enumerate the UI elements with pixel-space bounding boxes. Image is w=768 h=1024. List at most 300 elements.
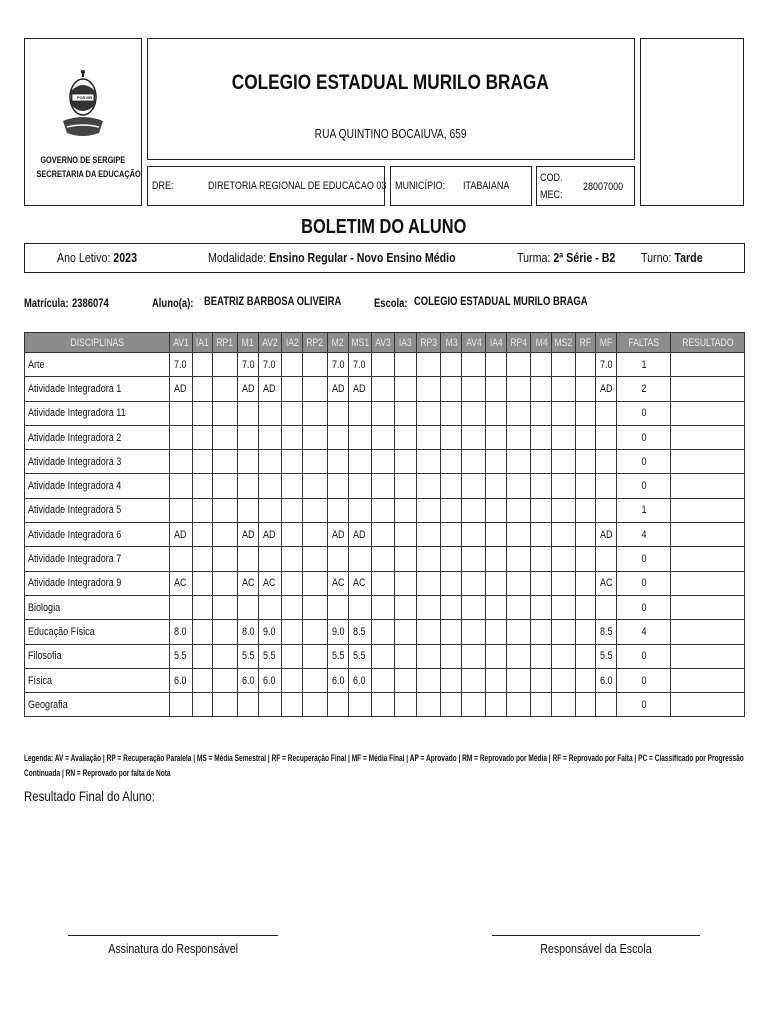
column-header-disciplinas: DISCIPLINAS (25, 333, 170, 353)
grade-cell (237, 425, 258, 449)
discipline-name: Atividade Integradora 3 (25, 450, 170, 474)
aluno-value: BEATRIZ BARBOSA OLIVEIRA (204, 296, 342, 308)
grade-cell (575, 353, 595, 377)
grade-cell (327, 425, 348, 449)
grade-cell (441, 425, 462, 449)
grade-cell (462, 571, 485, 595)
grade-cell (506, 693, 530, 717)
grade-cell: AC (169, 571, 192, 595)
column-header-av2: AV2 (258, 333, 281, 353)
grade-cell (552, 498, 575, 522)
municipio-label: MUNICÍPIO: (395, 180, 446, 192)
grade-cell: 7.0 (349, 353, 372, 377)
grade-cell (169, 450, 192, 474)
grade-cell (485, 353, 506, 377)
column-header-rp1: RP1 (213, 333, 237, 353)
grade-cell (552, 425, 575, 449)
discipline-name: Atividade Integradora 6 (25, 523, 170, 547)
grade-cell (372, 377, 394, 401)
table-row (25, 474, 745, 498)
grade-cell (213, 693, 237, 717)
grade-cell (237, 498, 258, 522)
grade-cell: AD (258, 523, 281, 547)
grade-cell (372, 450, 394, 474)
info-box (24, 243, 745, 273)
grade-cell (575, 401, 595, 425)
table-row (25, 377, 745, 401)
column-header-rp3: RP3 (416, 333, 440, 353)
aluno-label: Aluno(a): (152, 298, 194, 310)
grade-cell (303, 474, 327, 498)
grade-cell (303, 450, 327, 474)
grade-cell (282, 668, 303, 692)
state-seal-icon (53, 69, 113, 149)
grade-cell (441, 693, 462, 717)
grade-cell (485, 668, 506, 692)
matricula-value: 2386074 (72, 298, 109, 310)
grade-cell (441, 450, 462, 474)
grade-cell (506, 547, 530, 571)
grade-cell: AC (349, 571, 372, 595)
grade-cell (213, 547, 237, 571)
grade-cell (193, 450, 213, 474)
table-row (25, 595, 745, 619)
photo-box (640, 38, 744, 206)
column-header-av4: AV4 (462, 333, 485, 353)
grade-cell (441, 474, 462, 498)
grade-cell (596, 450, 617, 474)
grade-cell (282, 498, 303, 522)
grade-cell (462, 425, 485, 449)
grade-cell (416, 425, 440, 449)
grade-cell (552, 377, 575, 401)
grade-cell (394, 571, 416, 595)
grade-cell (193, 693, 213, 717)
turma-label: Turma: (517, 250, 551, 265)
grade-cell (327, 450, 348, 474)
grade-cell: AC (596, 571, 617, 595)
grade-cell (193, 668, 213, 692)
resultado-cell (670, 498, 744, 522)
dre-label: DRE: (152, 180, 174, 192)
grade-cell: 7.0 (596, 353, 617, 377)
grade-cell (506, 498, 530, 522)
grade-cell (596, 693, 617, 717)
grade-cell (213, 353, 237, 377)
grade-cell (485, 474, 506, 498)
grade-cell (327, 693, 348, 717)
grade-cell (506, 644, 530, 668)
grade-cell (394, 377, 416, 401)
grade-cell (213, 668, 237, 692)
grade-cell (506, 523, 530, 547)
grade-cell (531, 498, 552, 522)
grade-cell (416, 668, 440, 692)
grade-cell (193, 474, 213, 498)
grade-cell (531, 644, 552, 668)
discipline-name: Atividade Integradora 2 (25, 425, 170, 449)
turma-value: 2ª Série - B2 (553, 250, 616, 265)
grade-cell (303, 377, 327, 401)
modalidade-label: Modalidade: (208, 250, 267, 265)
grade-cell (485, 523, 506, 547)
column-header-mf: MF (596, 333, 617, 353)
grade-cell (531, 620, 552, 644)
grade-cell (169, 595, 192, 619)
grade-cell: 5.5 (237, 644, 258, 668)
table-row (25, 353, 745, 377)
grade-cell (303, 353, 327, 377)
grade-cell (237, 401, 258, 425)
modalidade-value: Ensino Regular - Novo Ensino Médio (269, 250, 456, 265)
discipline-name: Atividade Integradora 5 (25, 498, 170, 522)
grade-cell (327, 498, 348, 522)
grade-cell (531, 668, 552, 692)
grade-cell (169, 474, 192, 498)
table-row (25, 523, 745, 547)
faltas-cell: 0 (617, 401, 671, 425)
grade-cell (462, 595, 485, 619)
grade-cell (394, 595, 416, 619)
faltas-cell: 2 (617, 377, 671, 401)
grade-cell (303, 595, 327, 619)
column-header-m3: M3 (441, 333, 462, 353)
grade-cell (349, 547, 372, 571)
school-address: RUA QUINTINO BOCAIUVA, 659 (314, 127, 467, 141)
grade-cell: 7.0 (258, 353, 281, 377)
faltas-cell: 0 (617, 547, 671, 571)
column-header-ia1: IA1 (193, 333, 213, 353)
grade-cell (506, 450, 530, 474)
grade-cell (237, 474, 258, 498)
grade-cell (485, 425, 506, 449)
grade-cell: 6.0 (327, 668, 348, 692)
grade-cell (575, 595, 595, 619)
grade-cell (485, 547, 506, 571)
grade-cell (258, 547, 281, 571)
grade-cell (258, 425, 281, 449)
grade-cell (349, 425, 372, 449)
municipio-box (390, 166, 532, 206)
ano-value: 2023 (113, 250, 138, 265)
grade-cell: 7.0 (237, 353, 258, 377)
resultado-cell (670, 620, 744, 644)
grade-cell (575, 474, 595, 498)
discipline-name: Física (25, 668, 170, 692)
grade-cell (531, 450, 552, 474)
grade-cell: 9.0 (258, 620, 281, 644)
grade-cell (372, 668, 394, 692)
grade-cell (193, 401, 213, 425)
grade-cell (575, 547, 595, 571)
table-header-row (25, 333, 745, 353)
grade-cell: 5.5 (349, 644, 372, 668)
grade-cell (462, 377, 485, 401)
grade-cell (575, 668, 595, 692)
grade-cell (552, 353, 575, 377)
table-row (25, 668, 745, 692)
grade-cell (282, 450, 303, 474)
table-row (25, 693, 745, 717)
grade-cell (372, 547, 394, 571)
grade-cell (552, 523, 575, 547)
grade-cell (394, 353, 416, 377)
grade-cell: AC (327, 571, 348, 595)
grade-cell (441, 498, 462, 522)
grade-cell (552, 644, 575, 668)
grade-cell (237, 595, 258, 619)
resultado-cell (670, 595, 744, 619)
grade-cell (575, 377, 595, 401)
grade-cell (372, 595, 394, 619)
grade-cell (327, 547, 348, 571)
grade-cell (372, 353, 394, 377)
faltas-cell: 0 (617, 644, 671, 668)
grade-cell: 7.0 (169, 353, 192, 377)
dre-box (147, 166, 385, 206)
grade-cell (213, 620, 237, 644)
grade-cell (531, 401, 552, 425)
ano-label: Ano Letivo: (57, 250, 111, 265)
resultado-cell (670, 693, 744, 717)
escola-label: Escola: (374, 298, 408, 310)
discipline-name: Biologia (25, 595, 170, 619)
gov-line-1: GOVERNO DE SERGIPE (40, 155, 126, 165)
column-header-ms2: MS2 (552, 333, 575, 353)
grade-cell (303, 425, 327, 449)
grade-cell (303, 523, 327, 547)
grade-cell (485, 595, 506, 619)
grade-cell (441, 571, 462, 595)
grade-cell (394, 450, 416, 474)
grade-cell (462, 523, 485, 547)
grade-cell (282, 401, 303, 425)
grade-cell (394, 693, 416, 717)
grade-cell (531, 474, 552, 498)
cod-label-1: COD. (540, 172, 563, 184)
table-row (25, 450, 745, 474)
school-box (147, 38, 635, 160)
gov-line-2: SECRETARIA DA EDUCAÇÃO (36, 169, 141, 179)
grade-cell (485, 620, 506, 644)
grade-cell (441, 523, 462, 547)
grade-cell: AD (237, 377, 258, 401)
resultado-cell (670, 450, 744, 474)
grade-cell (596, 401, 617, 425)
grade-cell (303, 401, 327, 425)
grade-cell: 8.5 (596, 620, 617, 644)
grade-cell (462, 450, 485, 474)
grade-cell (169, 498, 192, 522)
grade-cell (485, 498, 506, 522)
resultado-cell (670, 571, 744, 595)
resultado-cell (670, 547, 744, 571)
grade-cell (394, 620, 416, 644)
grade-cell (506, 401, 530, 425)
grade-cell (258, 474, 281, 498)
grade-cell (596, 474, 617, 498)
grade-cell (282, 620, 303, 644)
matricula-label: Matrícula: (24, 298, 69, 310)
grade-cell (372, 523, 394, 547)
table-row (25, 498, 745, 522)
grade-cell (575, 498, 595, 522)
column-header-m2: M2 (327, 333, 348, 353)
grade-cell (552, 620, 575, 644)
grade-cell (575, 450, 595, 474)
table-row (25, 401, 745, 425)
grade-cell (485, 377, 506, 401)
column-header-resultado: RESULTADO (670, 333, 744, 353)
grade-cell (416, 693, 440, 717)
grade-cell (303, 644, 327, 668)
grade-cell (303, 571, 327, 595)
seal-motto: POSVIR (77, 95, 93, 100)
cod-label-2: MEC: (540, 189, 563, 201)
resultado-cell (670, 377, 744, 401)
grade-cell (193, 620, 213, 644)
grade-cell (213, 450, 237, 474)
grade-cell (531, 377, 552, 401)
grade-cell (531, 547, 552, 571)
grade-cell (372, 620, 394, 644)
column-header-ia4: IA4 (485, 333, 506, 353)
grade-cell (416, 498, 440, 522)
grade-cell (193, 595, 213, 619)
grade-cell (575, 571, 595, 595)
grade-cell (462, 474, 485, 498)
grade-cell: AC (258, 571, 281, 595)
grade-cell (531, 571, 552, 595)
resultado-cell (670, 644, 744, 668)
grade-cell (394, 523, 416, 547)
grade-cell (193, 353, 213, 377)
grade-cell (349, 474, 372, 498)
grade-cell (552, 401, 575, 425)
grade-cell (441, 644, 462, 668)
grade-cell (169, 693, 192, 717)
grade-cell: AD (258, 377, 281, 401)
faltas-cell: 0 (617, 474, 671, 498)
grade-cell (441, 401, 462, 425)
grade-cell: 6.0 (349, 668, 372, 692)
grade-cell (349, 450, 372, 474)
grade-cell (394, 547, 416, 571)
grade-cell (258, 401, 281, 425)
resultado-cell (670, 474, 744, 498)
discipline-name: Filosofia (25, 644, 170, 668)
grade-cell (485, 571, 506, 595)
grade-cell (303, 498, 327, 522)
grade-cell: 8.0 (169, 620, 192, 644)
grade-cell (169, 401, 192, 425)
grade-cell (193, 571, 213, 595)
grade-cell (372, 401, 394, 425)
grade-cell (213, 571, 237, 595)
grade-cell (485, 644, 506, 668)
grade-cell (552, 474, 575, 498)
grade-cell (237, 693, 258, 717)
grade-cell (575, 693, 595, 717)
table-row (25, 425, 745, 449)
grade-cell (237, 450, 258, 474)
grade-cell (596, 595, 617, 619)
grade-cell (282, 644, 303, 668)
municipio-value: ITABAIANA (463, 180, 510, 192)
faltas-cell: 0 (617, 668, 671, 692)
grade-cell (462, 620, 485, 644)
faltas-cell: 0 (617, 425, 671, 449)
grade-cell (485, 693, 506, 717)
table-row (25, 620, 745, 644)
grade-cell (169, 425, 192, 449)
grade-cell (394, 401, 416, 425)
legend-line-1: Legenda: AV = Avaliação | RP = Recuperação Paralela | MS = Média Semestral | RF = Recuperação Final | MF = Média Final | AP = Aprovado | RM = Reprovado por Média | RF = Reprovado por Falta | PC = Classificado por Progressão (24, 753, 744, 763)
resultado-cell (670, 425, 744, 449)
table-row (25, 644, 745, 668)
column-header-rp2: RP2 (303, 333, 327, 353)
grade-cell (531, 693, 552, 717)
grade-cell: AD (169, 377, 192, 401)
grade-cell (506, 377, 530, 401)
discipline-name: Educação Física (25, 620, 170, 644)
grade-cell (193, 498, 213, 522)
school-name: COLEGIO ESTADUAL MURILO BRAGA (232, 71, 549, 94)
grade-cell (213, 377, 237, 401)
grade-cell (416, 353, 440, 377)
student-line (24, 298, 745, 314)
grade-cell (416, 547, 440, 571)
column-header-rp4: RP4 (506, 333, 530, 353)
grade-cell (462, 401, 485, 425)
grade-cell (193, 425, 213, 449)
grade-cell (416, 474, 440, 498)
grade-cell: 5.5 (596, 644, 617, 668)
grade-cell (552, 450, 575, 474)
resultado-cell (670, 668, 744, 692)
faltas-cell: 0 (617, 693, 671, 717)
turno-label: Turno: (641, 250, 672, 265)
column-header-faltas: FALTAS (617, 333, 671, 353)
grade-cell: 5.5 (327, 644, 348, 668)
faltas-cell: 0 (617, 571, 671, 595)
grade-cell (372, 693, 394, 717)
grade-cell: AD (237, 523, 258, 547)
grade-cell (441, 620, 462, 644)
grade-cell (485, 401, 506, 425)
grade-cell (552, 668, 575, 692)
grade-cell (441, 595, 462, 619)
turno-value: Tarde (674, 250, 703, 265)
grade-cell (394, 644, 416, 668)
grade-cell (506, 620, 530, 644)
grade-cell (506, 425, 530, 449)
discipline-name: Atividade Integradora 4 (25, 474, 170, 498)
faltas-cell: 4 (617, 523, 671, 547)
resultado-cell (670, 523, 744, 547)
signature-line-left (68, 935, 278, 936)
grade-cell (552, 693, 575, 717)
faltas-cell: 1 (617, 353, 671, 377)
grade-cell (531, 595, 552, 619)
column-header-av1: AV1 (169, 333, 192, 353)
grade-cell (506, 353, 530, 377)
grade-cell (169, 547, 192, 571)
grade-cell (506, 668, 530, 692)
page-title: BOLETIM DO ALUNO (301, 216, 467, 238)
column-header-m1: M1 (237, 333, 258, 353)
grade-cell: AD (349, 377, 372, 401)
